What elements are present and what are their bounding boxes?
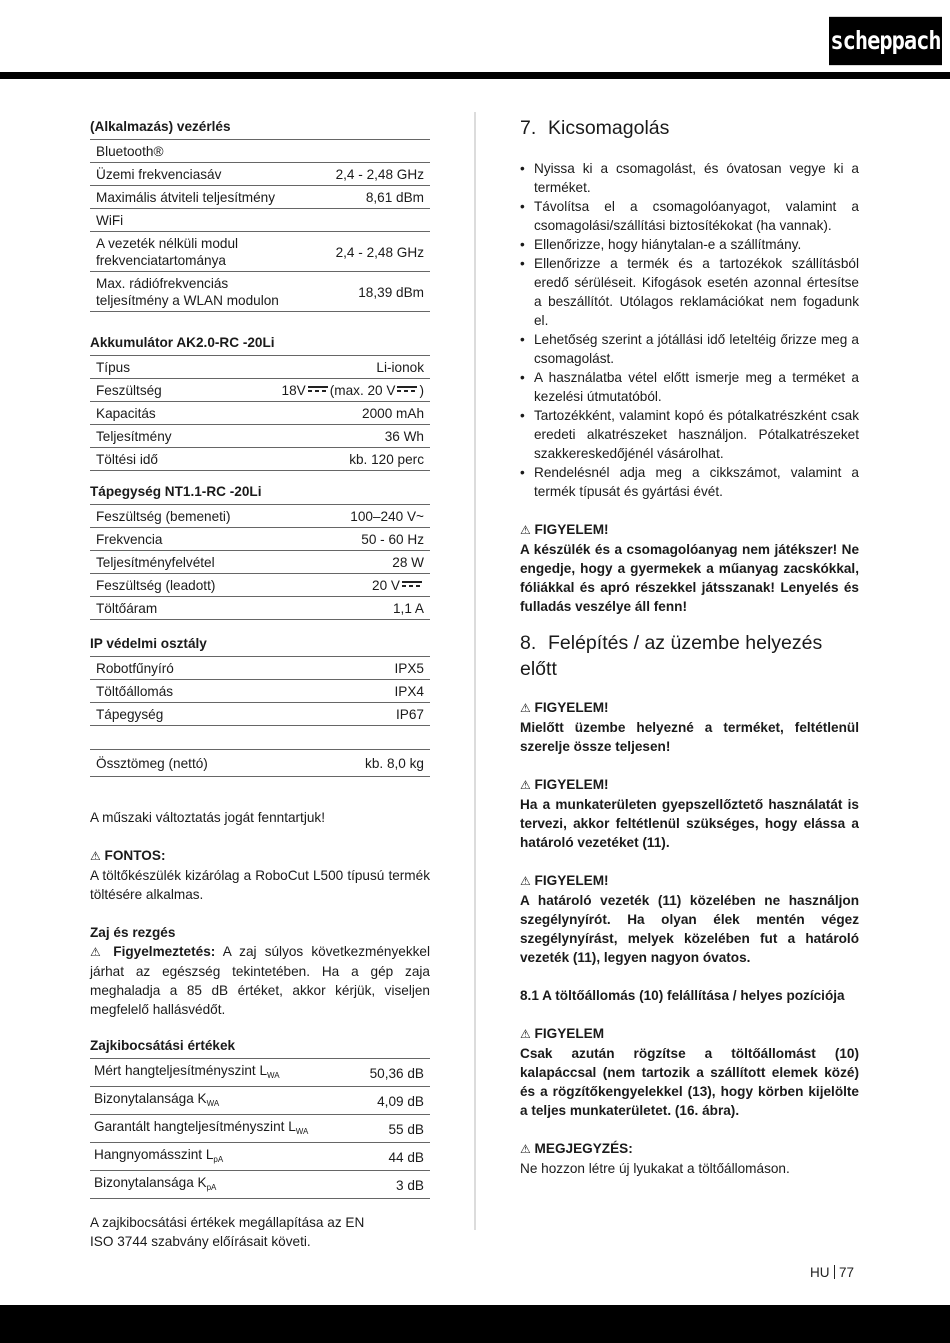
spec-value: 3 dB [352, 1171, 430, 1199]
spec-label [90, 1115, 352, 1143]
warning-heading [520, 698, 859, 718]
warning-heading [520, 775, 859, 795]
page-number-value: 77 [839, 1265, 855, 1280]
spec-value [290, 140, 430, 163]
language-code: HU [810, 1265, 830, 1280]
spec-label [90, 1059, 352, 1087]
warning-icon: ⚠ [520, 1027, 531, 1041]
spec-value [304, 574, 430, 597]
warning-icon: ⚠ [90, 849, 101, 863]
emission-subscript: pA [213, 1155, 224, 1164]
table-row [90, 528, 430, 551]
spec-label: Feszültség (leadott) [90, 574, 304, 597]
warning-title: FIGYELEM! [534, 873, 609, 888]
table-row [90, 1087, 430, 1115]
table-row [90, 597, 430, 620]
spec-label: Töltőáram [90, 597, 304, 620]
power-supply-heading: Tápegység NT1.1-RC -20Li [90, 483, 430, 505]
footer-bar [0, 1305, 950, 1343]
subsection-8-1-heading: 8.1 A töltőállomás (10) felállítása / helyes pozíciója [520, 988, 845, 1003]
table-row [90, 209, 430, 232]
emission-table [90, 1059, 430, 1199]
table-row [90, 232, 430, 272]
dc-symbol-icon [308, 386, 328, 394]
warning-title: FIGYELEM [534, 1026, 605, 1041]
power-supply-table [90, 505, 430, 620]
table-row [90, 680, 430, 703]
section-number: 8. [520, 632, 537, 654]
page-number [810, 1265, 854, 1280]
section-7-heading [520, 115, 859, 141]
spec-label: Össztömeg (nettó) [90, 750, 306, 777]
emission-heading: Zajkibocsátási értékek [90, 1037, 430, 1059]
spec-value [213, 379, 430, 402]
noise-warning-label: Figyelmeztetés: [113, 944, 216, 959]
voltage-close-paren: ) [419, 383, 424, 398]
table-row [90, 272, 430, 312]
spec-label: Feszültség (bemeneti) [90, 505, 304, 528]
table-row [90, 163, 430, 186]
spec-value: kb. 120 perc [213, 448, 430, 471]
scheppach-logo: scheppach [829, 17, 942, 65]
spec-label: Robotfűnyíró [90, 657, 323, 680]
app-control-heading: (Alkalmazás) vezérlés [90, 118, 430, 140]
spec-label [90, 140, 290, 163]
list-item: • Távolítsa el a csomagolóanyagot, valamint a csomagolási/szállítási biztosítékokat (ha vannak). [520, 197, 859, 235]
spec-label: Teljesítményfelvétel [90, 551, 304, 574]
list-item: • Rendelésnél adja meg a cikkszámot, valamint a termék típusát és gyártási évét. [520, 463, 859, 501]
warning-icon: ⚠ [520, 523, 531, 537]
emission-label: Bizonytalansága K [94, 1175, 207, 1190]
warning-text: Csak azután rögzítse a töltőállomást (10) kalapáccsal (nem tartozik a szállított elemek közé) és a rögzítőkengyelekkel (13), hogy körben kijelölte a teljes munkaterületet. (16. ábra). [520, 1046, 859, 1118]
spec-value: IP67 [323, 703, 430, 726]
spec-label: Tápegység [90, 703, 323, 726]
spec-value: 28 W [304, 551, 430, 574]
table-row [90, 505, 430, 528]
table-row [90, 379, 430, 402]
noise-warning [90, 942, 430, 1019]
table-row [90, 1115, 430, 1143]
battery-table [90, 356, 430, 471]
battery-heading: Akkumulátor AK2.0-RC -20Li [90, 334, 430, 356]
spec-label: A vezeték nélküli modul frekvenciatartománya [90, 232, 290, 272]
emission-subscript: WA [267, 1071, 280, 1080]
table-row [90, 425, 430, 448]
section-8-heading [520, 630, 859, 682]
spec-label: Üzemi frekvenciasáv [90, 163, 290, 186]
table-row [90, 750, 430, 777]
table-row [90, 574, 430, 597]
spec-value: 2000 mAh [213, 402, 430, 425]
unpacking-list [520, 159, 859, 501]
spec-label: Frekvencia [90, 528, 304, 551]
emission-subscript: WA [295, 1127, 309, 1136]
spec-value: 2,4 - 2,48 GHz [290, 232, 430, 272]
warning-heading [520, 520, 859, 540]
spec-value: 50 - 60 Hz [304, 528, 430, 551]
noise-warning-text: A zaj súlyos következményekkel járhat az egészség tekintetében. Ha a gép zaja meghaladja a 85 dB értéket, akkor kérjük, viseljen megfelelő hallásvédőt. [90, 944, 430, 1017]
emission-label: Bizonytalansága K [94, 1091, 207, 1106]
warning-heading [520, 1024, 859, 1044]
spec-value: 55 dB [352, 1115, 430, 1143]
spec-label: Töltőállomás [90, 680, 323, 703]
section-number: 7. [520, 117, 537, 139]
warning-icon: ⚠ [520, 701, 531, 715]
section-title: Kicsomagolás [548, 117, 670, 139]
spec-label: WiFi [90, 209, 290, 232]
note-text: Ne hozzon létre új lyukakat a töltőállomáson. [520, 1161, 790, 1176]
spec-value: IPX4 [323, 680, 430, 703]
warning-title: FIGYELEM! [534, 522, 609, 537]
emission-label: Hangnyomásszint L [94, 1147, 214, 1162]
emission-note: A zajkibocsátási értékek megállapítása az EN ISO 3744 szabvány előírásait követi. [90, 1215, 365, 1249]
spec-label [90, 1143, 352, 1171]
list-item: • Ellenőrizze a termék és a tartozékok szállításból eredő sérüléseit. Kifogások esetén azonnal értesítse a beszállítót. Utólagos reklamációkat nem fogadunk el. [520, 254, 859, 330]
ip-class-table [90, 657, 430, 726]
spec-value: 44 dB [352, 1143, 430, 1171]
table-row [90, 1143, 430, 1171]
output-voltage: 20 V [372, 578, 400, 593]
dc-symbol-icon [402, 581, 422, 589]
spec-value [290, 209, 430, 232]
spec-value: 4,09 dB [352, 1087, 430, 1115]
table-row [90, 140, 430, 163]
spec-value: 50,36 dB [352, 1059, 430, 1087]
noise-heading: Zaj és rezgés [90, 925, 176, 940]
dc-symbol-icon [397, 386, 417, 394]
page-separator [834, 1265, 836, 1279]
left-column [90, 118, 430, 1251]
spec-value: IPX5 [323, 657, 430, 680]
spec-label: Feszültség [90, 379, 213, 402]
table-row [90, 186, 430, 209]
spec-label [90, 1087, 352, 1115]
warning-text: A határoló vezeték (11) közelében ne használjon szegélynyírót. Ha olyan élek mentén végez szegélynyírást, melyek közelében fut a határoló vezeték (11), legyen nagyon óvatos. [520, 893, 859, 965]
list-item: • A használatba vétel előtt ismerje meg a terméket a kezelési útmutatóból. [520, 368, 859, 406]
table-row [90, 703, 430, 726]
list-item: • Nyissa ki a csomagolást, és óvatosan vegye ki a terméket. [520, 159, 859, 197]
spec-value: Li-ionok [213, 356, 430, 379]
warning-heading [520, 871, 859, 891]
table-row [90, 551, 430, 574]
weight-table [90, 749, 430, 777]
spec-label: Töltési idő [90, 448, 213, 471]
table-row [90, 1059, 430, 1087]
spec-value: kb. 8,0 kg [306, 750, 430, 777]
table-row [90, 402, 430, 425]
important-text: A töltőkészülék kizárólag a RoboCut L500 típusú termék töltésére alkalmas. [90, 868, 430, 902]
table-row [90, 448, 430, 471]
spec-label: Kapacitás [90, 402, 213, 425]
table-row [90, 1171, 430, 1199]
important-title: FONTOS: [104, 848, 166, 863]
list-item: • Ellenőrizze, hogy hiánytalan-e a szállítmány. [520, 235, 859, 254]
emission-subscript: pA [206, 1183, 217, 1192]
table-row [90, 657, 430, 680]
spec-value: 100–240 V~ [304, 505, 430, 528]
spec-value: 8,61 dBm [290, 186, 430, 209]
spec-label-text: Bluetooth® [96, 144, 164, 159]
warning-icon: ⚠ [520, 778, 531, 792]
warning-icon: ⚠ [520, 874, 531, 888]
warning-text: Ha a munkaterületen gyepszellőztető használatát is tervezi, akkor feltétlenül szükséges, hogy elássa a határoló vezetéket (11). [520, 797, 859, 850]
list-item: • Lehetőség szerint a jótállási idő leteltéig őrizze meg a csomagolást. [520, 330, 859, 368]
spec-value: 18,39 dBm [290, 272, 430, 312]
spec-value: 36 Wh [213, 425, 430, 448]
important-heading [90, 846, 430, 866]
section-title: Felépítés / az üzembe helyezés előtt [520, 632, 823, 680]
right-column [520, 112, 859, 1178]
warning-icon: ⚠ [90, 945, 106, 959]
warning-title: FIGYELEM! [534, 777, 609, 792]
header-rule [0, 72, 950, 79]
column-divider [474, 112, 476, 1230]
warning-text: Mielőtt üzembe helyezné a terméket, feltétlenül szerelje össze teljesen! [520, 720, 859, 754]
app-control-table [90, 140, 430, 312]
spec-label: Max. rádiófrekvenciás teljesítmény a WLAN modulon [90, 272, 290, 312]
reserve-note: A műszaki változtatás jogát fenntartjuk! [90, 810, 325, 825]
emission-label: Mért hangteljesítményszint L [94, 1063, 268, 1078]
spec-label [90, 1171, 352, 1199]
table-row [90, 356, 430, 379]
spec-value: 2,4 - 2,48 GHz [290, 163, 430, 186]
warning-title: FIGYELEM! [534, 700, 609, 715]
note-title: MEGJEGYZÉS: [534, 1141, 633, 1156]
spec-value: 1,1 A [304, 597, 430, 620]
voltage-max: (max. 20 V [329, 383, 396, 398]
emission-label: Garantált hangteljesítményszint L [94, 1119, 296, 1134]
spec-label: Teljesítmény [90, 425, 213, 448]
spec-label: Maximális átviteli teljesítmény [90, 186, 290, 209]
warning-text: A készülék és a csomagolóanyag nem játékszer! Ne engedje, hogy a gyermekek a műanyag zacskókkal, fóliákkal és apró részekkel játsszanak! Lenyelés és fulladás veszélye áll fenn! [520, 542, 859, 614]
warning-icon: ⚠ [520, 1142, 531, 1156]
emission-subscript: WA [206, 1099, 220, 1108]
voltage-nominal: 18V [281, 383, 306, 398]
list-item: • Tartozékként, valamint kopó és pótalkatrészként csak eredeti alkatrészeket használjon. Pótalkatrészeket szakkereskedőjénél vásárolhat. [520, 406, 859, 463]
spec-label: Típus [90, 356, 213, 379]
note-heading [520, 1139, 859, 1159]
ip-class-heading: IP védelmi osztály [90, 635, 430, 657]
